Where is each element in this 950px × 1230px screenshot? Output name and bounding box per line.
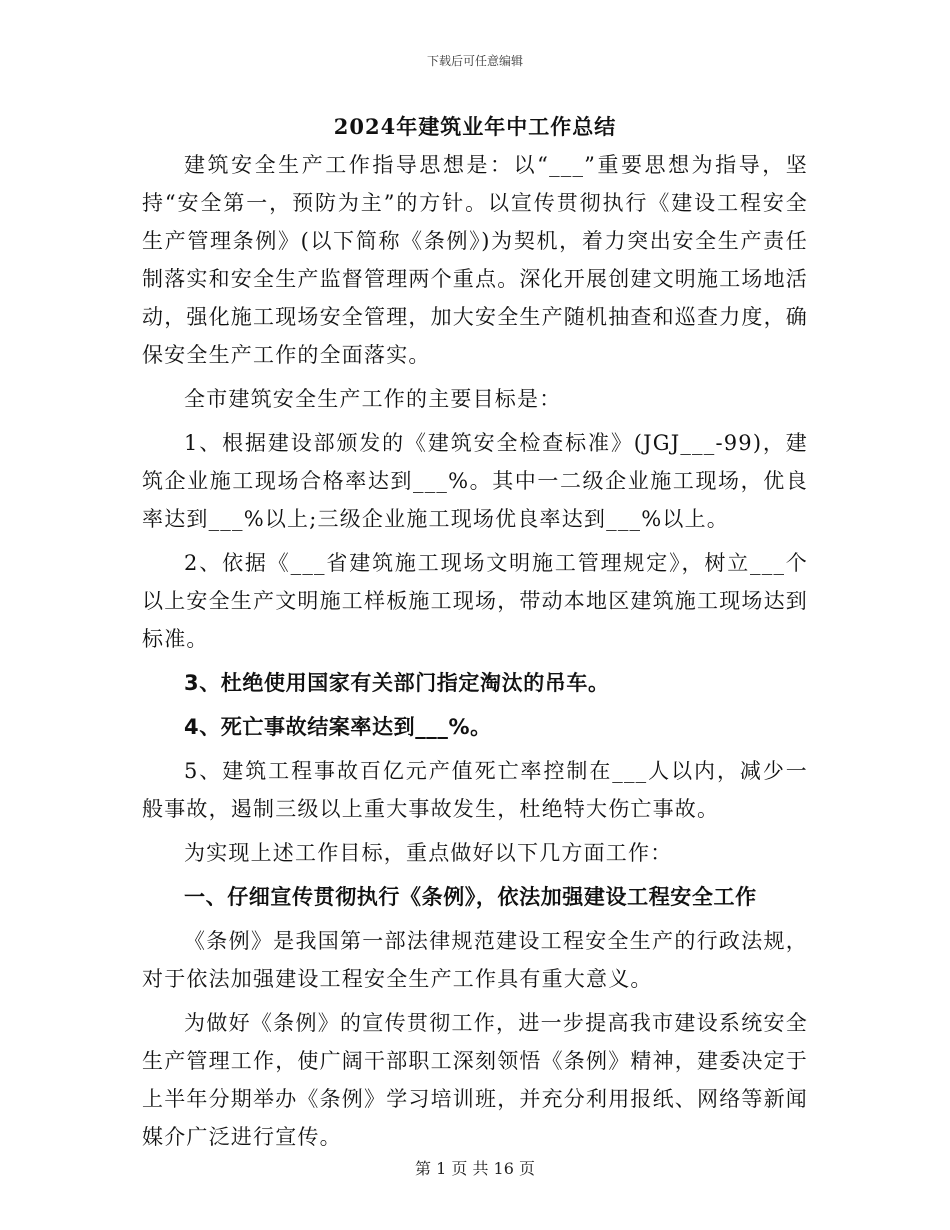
paragraph-goal-4: 4、死亡事故结案率达到___%。	[184, 715, 492, 739]
paragraph-guiding-ideology: 建筑安全生产工作指导思想是：以“___”重要思想为指导，坚持“安全第一，预防为主”的方针。以宣传贯彻执行《建设工程安全生产管理条例》(以下简称《条例》)为契机，着力突出安全生产责任制落实和安全生产监督管理两个重点。深化开展创建文明施工场地活动，强化施工现场安全管理，加大安全生产随机抽查和巡查力度，确保安全生产工作的全面落实。	[142, 153, 808, 367]
download-note: 下载后可任意编辑	[426, 54, 523, 68]
paragraph-goal-5: 5、建筑工程事故百亿元产值死亡率控制在___人以内，减少一般事故，遏制三级以上重大事故发生，杜绝特大伤亡事故。	[142, 759, 808, 821]
section-heading-1: 一、仔细宣传贯彻执行《条例》，依法加强建设工程安全工作	[184, 885, 757, 909]
paragraph-goal-1: 1、根据建设部颁发的《建筑安全检查标准》(JGJ___-99)，建筑企业施工现场合格率达到___%。其中一二级企业施工现场，优良率达到___%以上;三级企业施工现场优良率达到___%以上。	[142, 431, 808, 531]
paragraph-goal-3: 3、杜绝使用国家有关部门指定淘汰的吊车。	[184, 671, 610, 695]
document-body	[142, 112, 808, 1162]
document-title: 2024年建筑业年中工作总结	[333, 114, 617, 139]
paragraph-main-goals-intro: 全市建筑安全生产工作的主要目标是：	[184, 387, 562, 411]
paragraph-work-intro: 为实现上述工作目标，重点做好以下几方面工作：	[184, 841, 673, 865]
page-number: 第 1 页 共 16 页	[415, 1159, 535, 1178]
paragraph-regulation-promotion: 为做好《条例》的宣传贯彻工作，进一步提高我市建设系统安全生产管理工作，使广阔干部职工深刻领悟《条例》精神，建委决定于上半年分期举办《条例》学习培训班，并充分利用报纸、网络等新闻媒介广泛进行宣传。	[142, 1011, 808, 1149]
paragraph-goal-2: 2、依据《___省建筑施工现场文明施工管理规定》，树立___个以上安全生产文明施工样板施工现场，带动本地区建筑施工现场达到标准。	[142, 551, 808, 651]
paragraph-regulation-significance: 《条例》是我国第一部法律规范建设工程安全生产的行政法规，对于依法加强建设工程安全生产工作具有重大意义。	[142, 929, 808, 991]
